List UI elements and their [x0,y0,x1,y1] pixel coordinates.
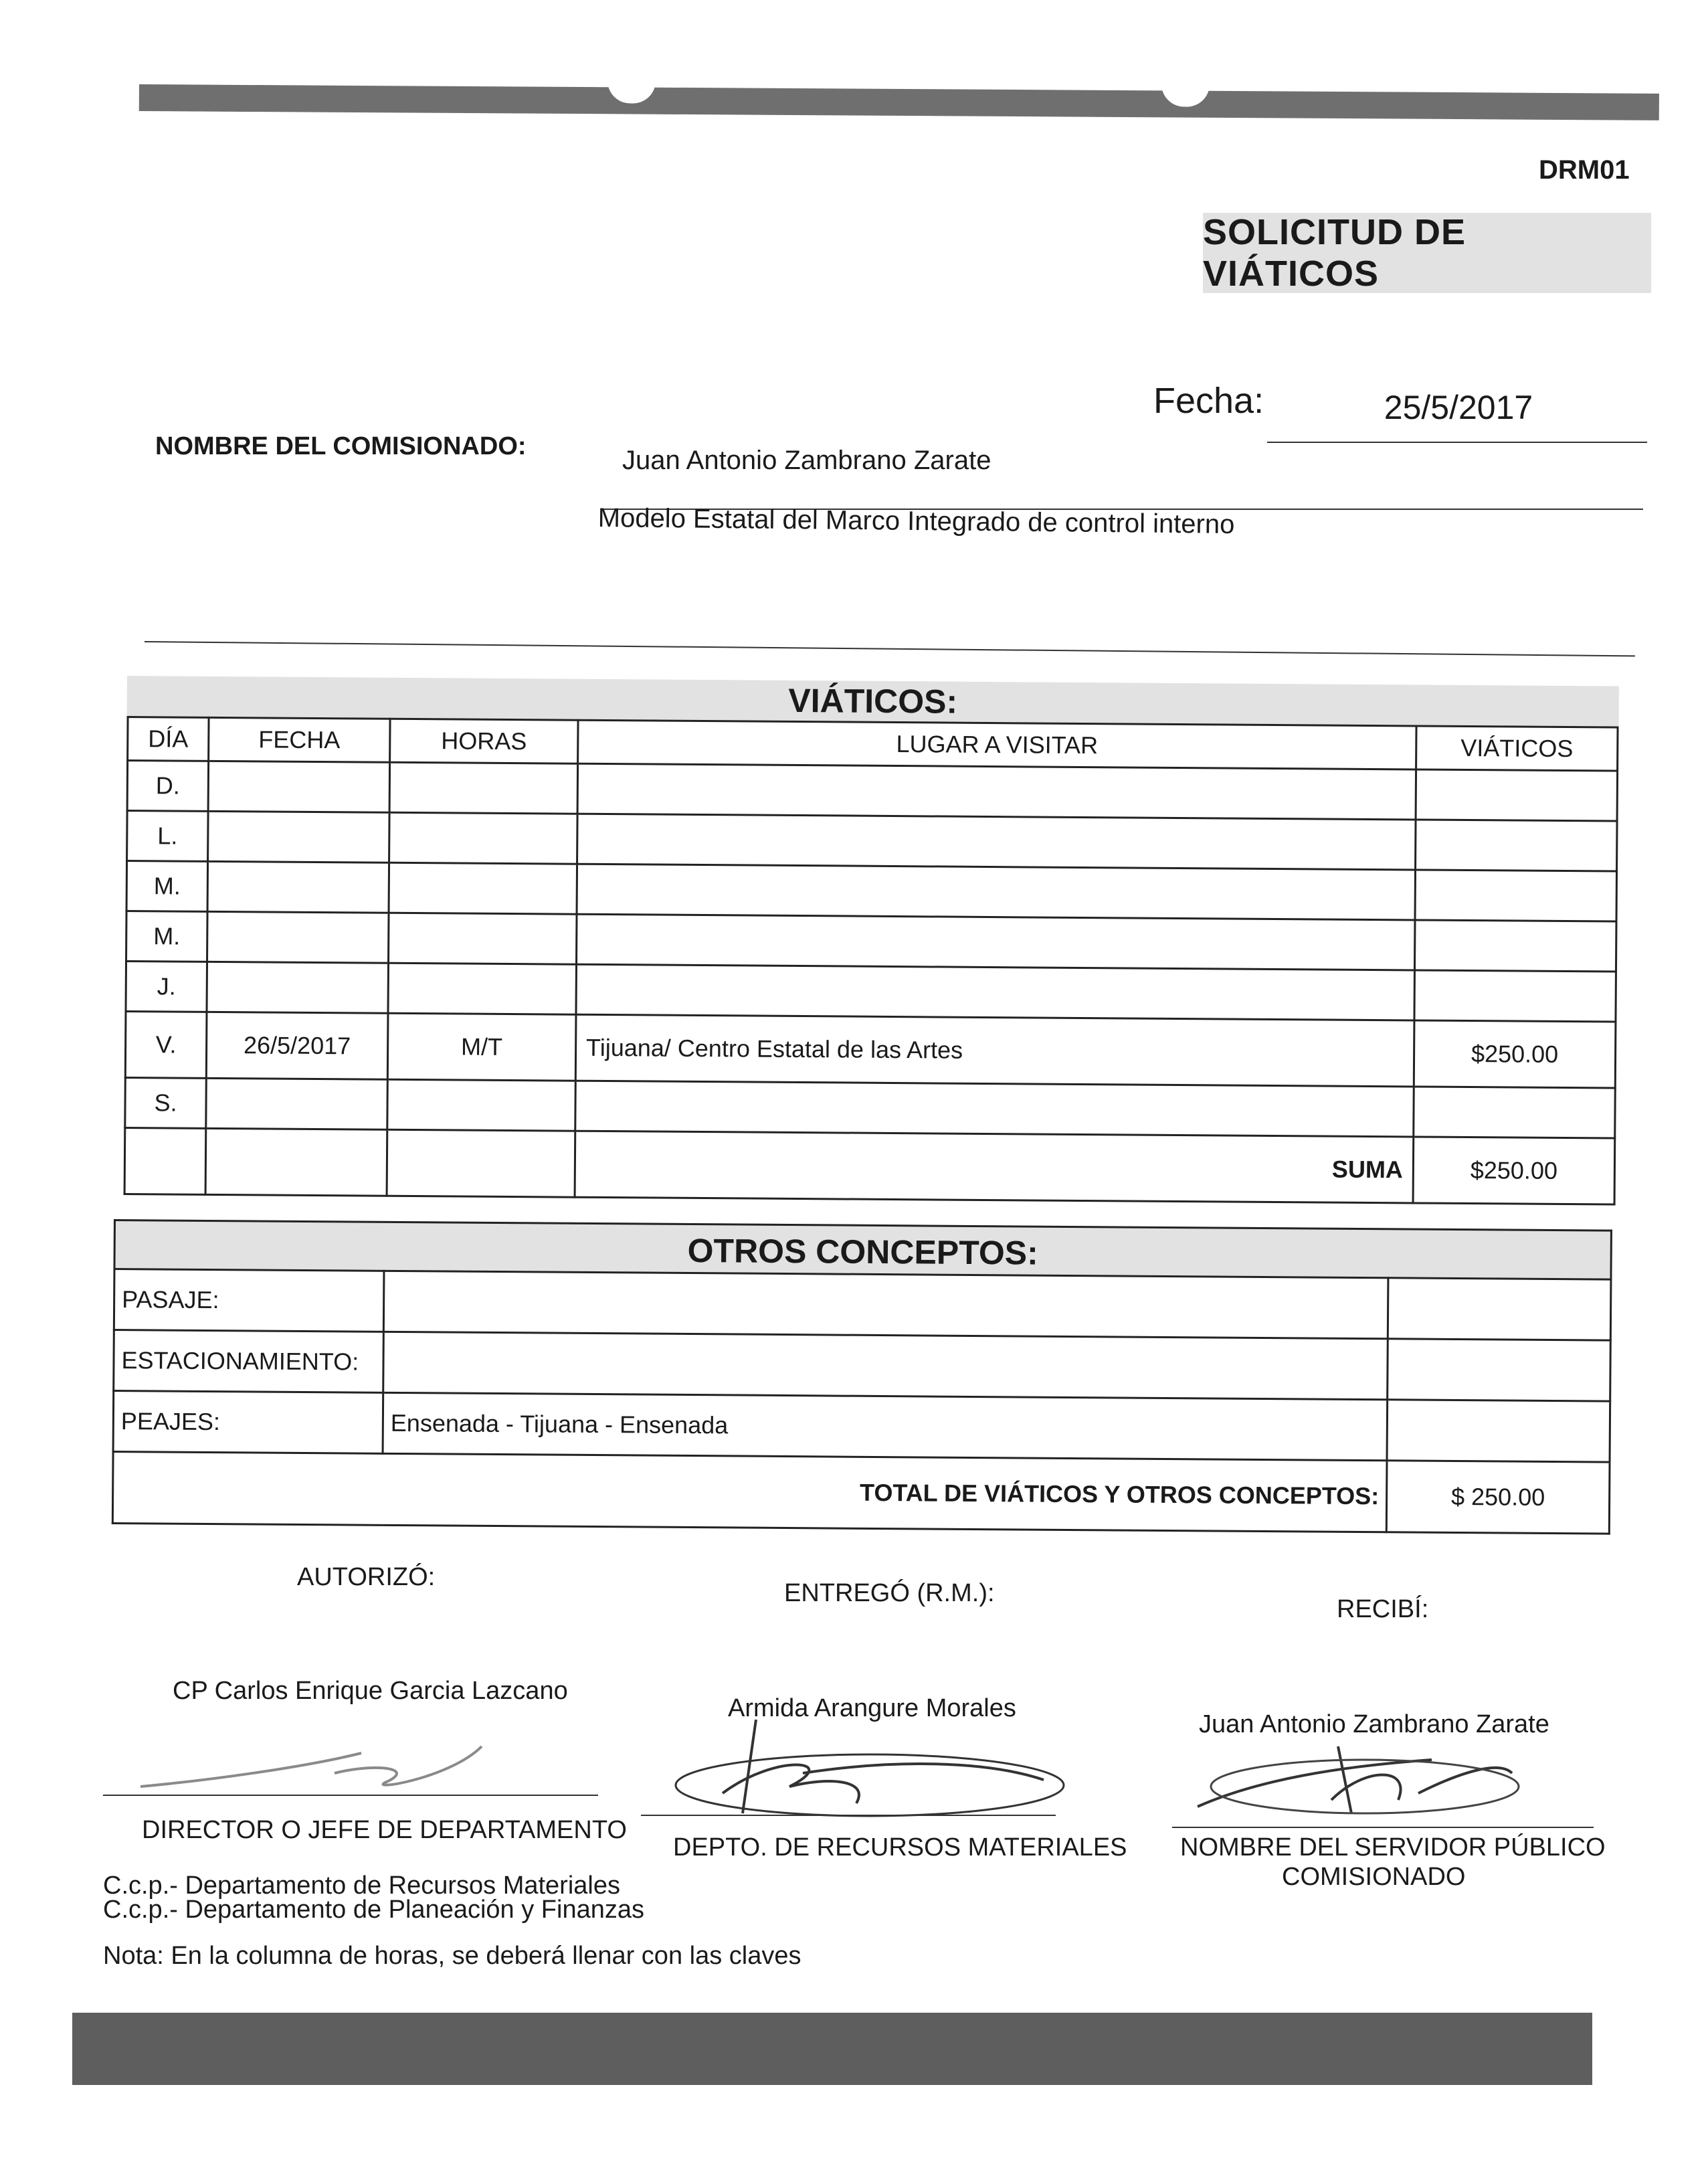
autorizo-role: DIRECTOR O JEFE DE DEPARTAMENTO [142,1816,627,1844]
recibi-signature [1177,1740,1525,1827]
estacionamiento-value [383,1332,1388,1399]
top-decorative-bar [139,84,1659,120]
otros-conceptos-grid [112,1268,1612,1535]
table-row [112,1452,1610,1534]
header-horas: HORAS [390,719,578,763]
cell-dia: S. [125,1077,207,1128]
header-lugar: LUGAR A VISITAR [578,720,1416,769]
commission-purpose: Modelo Estatal del Marco Integrado de control interno [597,503,1235,539]
cell-viaticos [1416,820,1618,871]
ccp-line: C.c.p.- Departamento de Planeación y Finanzas [103,1896,644,1924]
commissioned-name-value: Juan Antonio Zambrano Zarate [622,446,991,475]
recibi-role-line2: COMISIONADO [1282,1863,1466,1891]
cell-horas: M/T [387,1013,576,1081]
cell-lugar [577,914,1415,970]
cell-lugar [577,814,1416,870]
recibi-role-line1: NOMBRE DEL SERVIDOR PÚBLICO [1180,1833,1606,1861]
cell-viaticos [1415,870,1617,921]
recibi-label: RECIBÍ: [1337,1595,1429,1623]
entrego-signature [669,1713,1070,1820]
cell-fecha [207,962,389,1013]
cell-empty [124,1127,206,1194]
table-row [114,1269,1611,1341]
recibi-name: Juan Antonio Zambrano Zarate [1199,1710,1549,1738]
cell-viaticos [1416,769,1618,821]
cell-fecha: 26/5/2017 [206,1012,388,1079]
estacionamiento-amount [1388,1339,1611,1401]
total-value: $ 250.00 [1386,1461,1610,1534]
bottom-decorative-bar [72,2013,1592,2085]
cell-lugar [577,763,1416,820]
cell-horas [389,913,577,964]
viaticos-table [124,676,1619,1206]
cell-fecha [208,811,390,862]
entrego-signature-line [641,1815,1056,1816]
cell-dia: V. [125,1011,207,1078]
cell-lugar [576,964,1414,1020]
cell-horas [388,963,577,1014]
cell-viaticos: $250.00 [1414,1020,1616,1088]
otros-conceptos-title: OTROS CONCEPTOS: [113,1219,1612,1279]
peajes-value: Ensenada - Tijuana - Ensenada [383,1392,1388,1460]
cell-dia: D. [127,761,209,812]
cell-horas [387,1079,576,1131]
suma-value: $250.00 [1413,1137,1615,1204]
header-dia: DÍA [128,717,209,761]
recibi-signature-line [1172,1827,1594,1828]
cell-lugar [577,864,1415,920]
cell-viaticos [1414,920,1616,972]
table-row [114,1330,1611,1402]
table-row [113,1391,1610,1463]
cell-horas [389,762,578,814]
cell-viaticos [1414,1087,1616,1138]
cell-dia: L. [127,811,209,862]
cell-horas [389,862,577,914]
autorizo-name: CP Carlos Enrique Garcia Lazcano [173,1677,568,1705]
cell-dia: M. [126,861,208,912]
cell-empty [205,1128,387,1196]
cell-lugar: Tijuana/ Centro Estatal de las Artes [575,1014,1414,1087]
table-row [124,1127,1615,1204]
commissioned-name-label: NOMBRE DEL COMISIONADO: [155,432,527,460]
date-underline [1267,442,1647,443]
peajes-label: PEAJES: [113,1391,383,1454]
pasaje-label: PASAJE: [114,1269,384,1332]
table-row [125,1011,1616,1088]
peajes-amount [1387,1400,1610,1462]
title-box [1203,213,1651,293]
suma-label: SUMA [575,1131,1414,1203]
cell-horas [389,812,578,864]
binder-notch [607,80,656,103]
estacionamiento-label: ESTACIONAMIENTO: [114,1330,384,1393]
ccp-line: C.c.p.- Departamento de Recursos Materiales [103,1872,620,1900]
document-title: SOLICITUD DE VIÁTICOS [1203,212,1467,294]
pasaje-value [383,1271,1388,1338]
binder-notch [1161,84,1210,106]
viaticos-grid [124,716,1619,1206]
autorizo-label: AUTORIZÓ: [297,1563,436,1591]
date-value: 25/5/2017 [1384,389,1533,426]
autorizo-signature-line [103,1795,598,1796]
date-label: Fecha: [1153,381,1264,421]
note-text: Nota: En la columna de horas, se deberá llenar con las claves [103,1942,801,1970]
viaticos-title: VIÁTICOS: [127,676,1619,727]
autorizo-signature [134,1726,508,1800]
cell-dia: M. [126,911,208,962]
pasaje-amount [1388,1278,1611,1340]
cell-dia: J. [126,962,207,1012]
entrego-label: ENTREGÓ (R.M.): [784,1579,995,1607]
cell-fecha [206,1078,388,1129]
header-fecha: FECHA [209,717,390,762]
cell-fecha [207,911,389,963]
total-label: TOTAL DE VIÁTICOS Y OTROS CONCEPTOS: [112,1452,1387,1532]
otros-conceptos-table [112,1219,1612,1535]
cell-empty [387,1129,575,1197]
cell-lugar [575,1081,1414,1137]
section-divider [145,641,1635,656]
cell-fecha [208,761,390,812]
document-code: DRM01 [1539,155,1630,185]
header-viaticos: VIÁTICOS [1416,726,1618,771]
cell-viaticos [1414,970,1616,1022]
cell-fecha [207,861,389,913]
entrego-role: DEPTO. DE RECURSOS MATERIALES [673,1833,1127,1861]
entrego-name: Armida Arangure Morales [728,1694,1016,1722]
